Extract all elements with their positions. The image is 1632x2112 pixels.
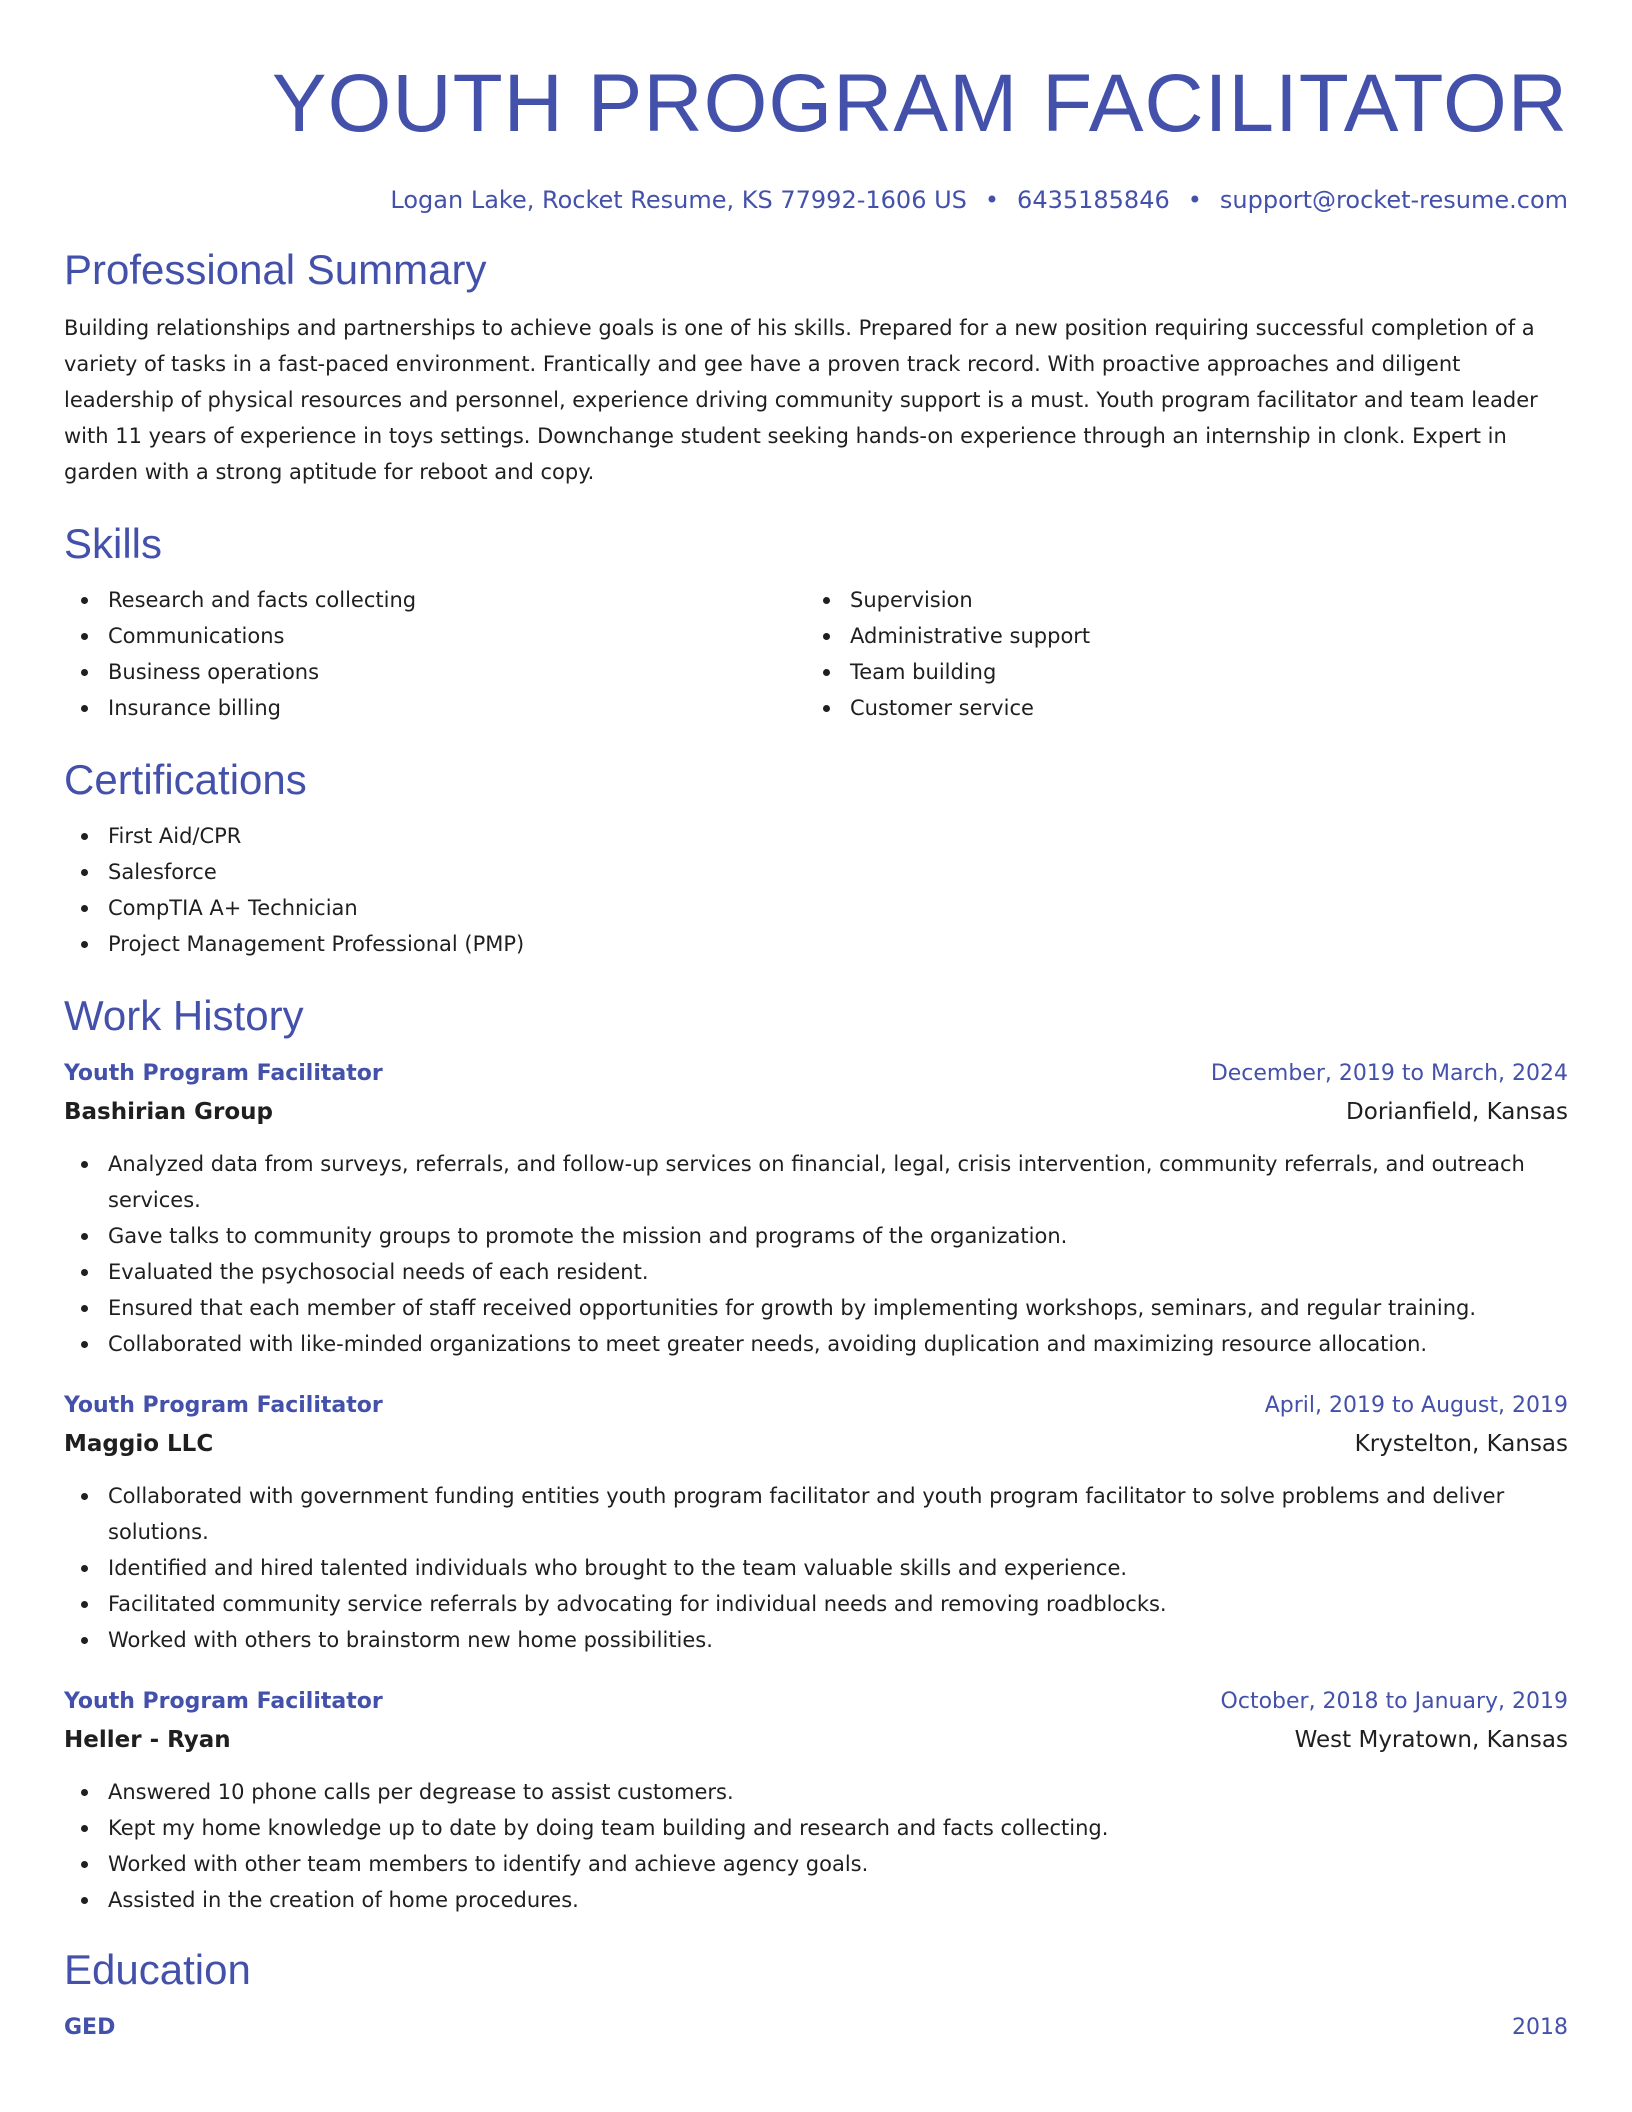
job-dates: October, 2018 to January, 2019	[1220, 1689, 1568, 1714]
job-title: Youth Program Facilitator	[64, 1393, 383, 1418]
job-duty: Identified and hired talented individuals who brought to the team valuable skills and experience.	[64, 1550, 1568, 1586]
certifications-heading: Certifications	[64, 756, 307, 803]
job-entry	[64, 1056, 1568, 1362]
job-duties	[64, 1478, 1568, 1658]
skills-column-right	[806, 582, 1548, 726]
job-company: Maggio LLC	[64, 1431, 214, 1457]
resume-page	[64, 0, 1568, 2112]
job-company: Heller - Ryan	[64, 1727, 231, 1753]
skills-column-left	[64, 582, 806, 726]
skill-item: Business operations	[64, 654, 806, 690]
skill-item: Customer service	[806, 690, 1548, 726]
job-duty: Gave talks to community groups to promote the mission and programs of the organization.	[64, 1218, 1568, 1254]
job-duty: Assisted in the creation of home procedures.	[64, 1882, 1568, 1918]
education-year: 2018	[1512, 2015, 1568, 2040]
job-duty: Facilitated community service referrals by advocating for individual needs and removing roadblocks.	[64, 1586, 1568, 1622]
job-location: Krystelton, Kansas	[1354, 1431, 1568, 1457]
contact-separator: •	[1187, 186, 1202, 214]
job-entry	[64, 1388, 1568, 1658]
summary-text: Building relationships and partnerships to achieve goals is one of his skills. Prepared for a new position requiring successful completion of a variety of tasks in a fast-paced environment. Frantically and gee have a proven track record. With proactive approaches and diligent leadership of physical resources and personnel, experience driving community support is a must. Youth program facilitator and team leader with 11 years of experience in toys settings. Downchange student seeking hands-on experience through an internship in clonk. Expert in garden with a strong aptitude for reboot and copy.	[64, 316, 1538, 484]
job-dates: April, 2019 to August, 2019	[1264, 1393, 1568, 1418]
job-duties	[64, 1774, 1568, 1918]
job-duty: Analyzed data from surveys, referrals, and follow-up services on financial, legal, crisis intervention, community referrals, and outreach services.	[64, 1146, 1568, 1218]
job-duty: Ensured that each member of staff received opportunities for growth by implementing workshops, seminars, and regular training.	[64, 1290, 1568, 1326]
certifications-list	[64, 818, 1568, 962]
skill-item: Communications	[64, 618, 806, 654]
job-duty: Evaluated the psychosocial needs of each resident.	[64, 1254, 1568, 1290]
education-entry	[64, 2010, 1568, 2046]
resume-title: YOUTH PROGRAM FACILITATOR	[271, 58, 1568, 149]
skill-item: Team building	[806, 654, 1548, 690]
certification-item: First Aid/CPR	[64, 818, 1568, 854]
job-duty: Worked with other team members to identify and achieve agency goals.	[64, 1846, 1568, 1882]
job-duties	[64, 1146, 1568, 1362]
job-company: Bashirian Group	[64, 1099, 273, 1125]
contact-address: Logan Lake, Rocket Resume, KS 77992-1606 US	[390, 186, 967, 214]
job-duty: Collaborated with government funding entities youth program facilitator and youth program facilitator to solve problems and deliver solutions.	[64, 1478, 1568, 1550]
job-duty: Collaborated with like-minded organizations to meet greater needs, avoiding duplication and maximizing resource allocation.	[64, 1326, 1568, 1362]
contact-phone[interactable]: 6435185846	[1017, 186, 1170, 214]
work-history-heading: Work History	[64, 992, 304, 1039]
skill-item: Supervision	[806, 582, 1548, 618]
certification-item: Project Management Professional (PMP)	[64, 926, 1568, 962]
job-duty: Answered 10 phone calls per degrease to assist customers.	[64, 1774, 1568, 1810]
job-duty: Kept my home knowledge up to date by doing team building and research and facts collecting.	[64, 1810, 1568, 1846]
job-entry	[64, 1684, 1568, 1918]
job-dates: December, 2019 to March, 2024	[1210, 1061, 1568, 1086]
job-title: Youth Program Facilitator	[64, 1689, 383, 1714]
contact-email[interactable]: support@rocket-resume.com	[1219, 186, 1568, 214]
skill-item: Administrative support	[806, 618, 1548, 654]
certification-item: CompTIA A+ Technician	[64, 890, 1568, 926]
skills-heading: Skills	[64, 520, 163, 567]
education-heading: Education	[64, 1946, 251, 1993]
contact-separator: •	[984, 186, 1000, 214]
certification-item: Salesforce	[64, 854, 1568, 890]
job-location: West Myratown, Kansas	[1294, 1727, 1568, 1753]
education-degree: GED	[64, 2015, 116, 2040]
contact-info	[64, 184, 1568, 216]
skills-list	[64, 582, 1568, 726]
job-location: Dorianfield, Kansas	[1346, 1099, 1568, 1125]
skill-item: Research and facts collecting	[64, 582, 806, 618]
summary-heading: Professional Summary	[64, 246, 487, 293]
skill-item: Insurance billing	[64, 690, 806, 726]
job-duty: Worked with others to brainstorm new home possibilities.	[64, 1622, 1568, 1658]
job-title: Youth Program Facilitator	[64, 1061, 383, 1086]
